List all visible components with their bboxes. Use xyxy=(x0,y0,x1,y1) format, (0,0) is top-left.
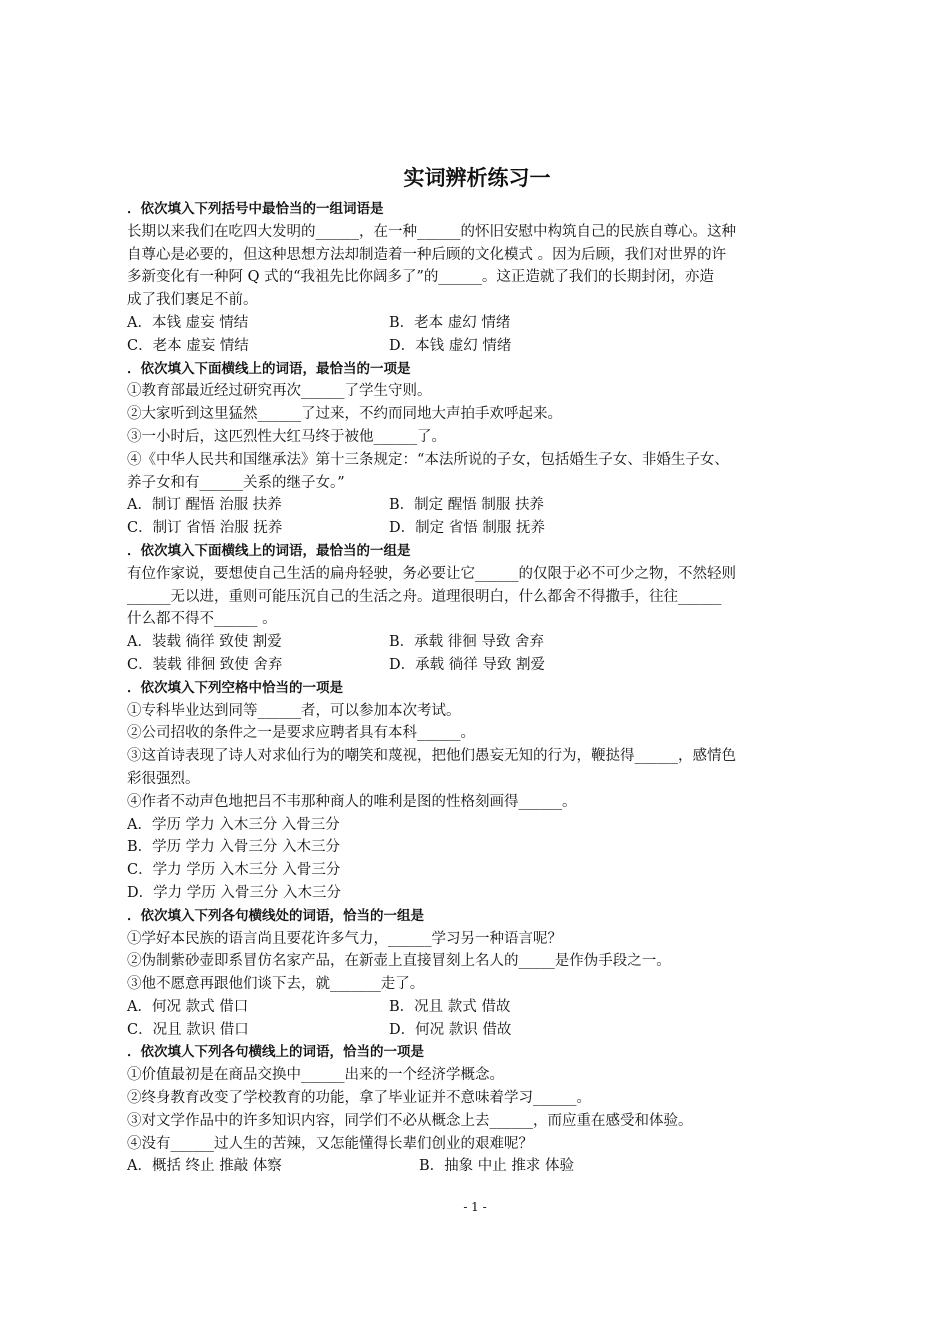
option-c: C．装载 徘徊 致使 舍弃 xyxy=(127,656,283,673)
option-c: C．老本 虚妄 情结 xyxy=(127,337,249,354)
question-2-text-line: ②大家听到这里猛然______了过来，不约而同地大声拍手欢呼起来。 xyxy=(127,406,562,423)
option-c: C．学力 学历 入木三分 入骨三分 xyxy=(127,862,341,879)
question-1-options-row xyxy=(127,312,827,335)
question-5 xyxy=(127,905,827,1042)
question-2-options-row xyxy=(127,517,827,540)
question-2-text-line: ④《中华人民共和国继承法》第十三条规定：“本法所说的子女，包括婚生子女、非婚生子女、 xyxy=(127,451,729,468)
question-1-text-line: 多新变化有一种阿 Q 式的“我祖先比你阔多了”的______。这正造就了我们的长期封闭，亦造 xyxy=(127,269,714,286)
question-1-head: ．依次填入下列括号中最恰当的一组词语是 xyxy=(127,201,384,217)
question-4 xyxy=(127,677,827,905)
option-d: D．承载 徜徉 导致 割爱 xyxy=(389,656,545,673)
question-6-text-line: ③对文学作品中的许多知识内容，同学们不必从概念上去______，而应重在感受和体验。 xyxy=(127,1112,693,1129)
question-3-options-row xyxy=(127,631,827,654)
question-3-text-line: ______无以进，重则可能压沉自己的生活之舟。道理很明白，什么都舍不得撒手，往往______ xyxy=(127,588,722,605)
question-1-text-line: 自尊心是必要的，但这种思想方法却制造着一种后顾的文化模式 。因为后顾，我们对世界的许 xyxy=(127,246,727,263)
option-b: B．抽象 中止 推求 体验 xyxy=(419,1158,574,1175)
page-number: - 1 - xyxy=(463,1200,487,1214)
option-a: A．本钱 虚妄 情结 xyxy=(127,314,249,331)
question-6 xyxy=(127,1041,827,1178)
question-6-text-line: ④没有______过人生的苦辣，又怎能懂得长辈们创业的艰难呢？ xyxy=(127,1135,533,1152)
page-title: 实词辨析练习一 xyxy=(403,166,551,190)
option-a: A．何况 款式 借口 xyxy=(127,998,249,1015)
question-5-options-row xyxy=(127,996,827,1019)
question-2-text-line: 养子女和有______关系的继子女。” xyxy=(127,474,345,491)
question-2-text-line: ③一小时后，这匹烈性大红马终于被他______了。 xyxy=(127,428,446,445)
option-a: A．学历 学力 入木三分 入骨三分 xyxy=(127,816,340,833)
question-3-head: ．依次填入下面横线上的词语，最恰当的一组是 xyxy=(127,542,411,559)
option-a: A．装载 徜徉 致使 割爱 xyxy=(127,634,282,651)
question-6-text-line: ②终身教育改变了学校教育的功能，拿了毕业证并不意味着学习______。 xyxy=(127,1090,591,1107)
option-d: D．学力 学历 入骨三分 入木三分 xyxy=(127,884,341,901)
question-5-head: ．依次填入下列各句横线处的词语，恰当的一组是 xyxy=(127,907,424,924)
question-4-text-line: ④作者不动声色地把吕不韦那种商人的唯利是图的性格刻画得______。 xyxy=(127,793,577,810)
question-4-text-line: ②公司招收的条件之一是要求应聘者具有本科______。 xyxy=(127,725,475,742)
question-4-text-line: ①专科毕业达到同等______者，可以参加本次考试。 xyxy=(127,702,461,719)
option-d: D．何况 款识 借故 xyxy=(389,1021,512,1038)
document-page xyxy=(127,158,827,1178)
question-1-options-row xyxy=(127,335,827,358)
option-d: D．制定 省悟 制服 抚养 xyxy=(389,520,545,537)
question-3-text-line: 有位作家说，要想使自己生活的扁舟轻驶，务必要让它______的仅限于必不可少之物，不然轻则 xyxy=(127,565,736,582)
question-5-text-line: ②伪制紫砂壶即系冒仿名家产品，在新壶上直接冒刻上名人的_____是作伪手段之一。 xyxy=(127,953,671,970)
question-6-options-row xyxy=(127,1155,827,1178)
option-c: C．况且 款识 借口 xyxy=(127,1021,249,1038)
question-2-options-row xyxy=(127,494,827,517)
option-d: D．本钱 虚幻 情绪 xyxy=(389,337,512,354)
question-1-text-line: 成了我们裹足不前。 xyxy=(127,292,258,309)
option-c: C．制订 省悟 治服 抚养 xyxy=(127,520,283,537)
question-1-text-line: 长期以来我们在吃四大发明的______，在一种______的怀旧安慰中构筑自己的民族自尊心。这种 xyxy=(127,223,736,240)
option-a: A．概括 终止 推敲 体察 xyxy=(127,1158,282,1175)
question-5-options-row xyxy=(127,1019,827,1042)
question-5-text-line: ①学好本民族的语言尚且要花许多气力，______学习另一种语言呢？ xyxy=(127,930,562,947)
question-1 xyxy=(127,198,827,358)
option-b: B．老本 虚幻 情绪 xyxy=(389,314,511,331)
question-3-text-line: 什么都不得不______ 。 xyxy=(127,611,277,628)
question-6-head: ．依次填人下列各句横线上的词语，恰当的一项是 xyxy=(127,1044,424,1061)
option-b: B．学历 学力 入骨三分 入木三分 xyxy=(127,839,340,856)
option-b: B．制定 醒悟 制服 扶养 xyxy=(389,497,544,514)
question-4-text-line: 彩很强烈。 xyxy=(127,770,200,787)
question-4-head: ．依次填入下列空格中恰当的一项是 xyxy=(127,679,343,696)
question-4-text-line: ③这首诗表现了诗人对求仙行为的嘲笑和蔑视，把他们愚妄无知的行为，鞭挞得______，感情色 xyxy=(127,748,736,765)
question-3 xyxy=(127,540,827,677)
question-5-text-line: ③他不愿意再跟他们谈下去，就_______走了。 xyxy=(127,976,425,993)
option-b: B．况且 款式 借故 xyxy=(389,998,511,1015)
question-2-head: ．依次填入下面横线上的词语，最恰当的一项是 xyxy=(127,360,411,377)
question-3-options-row xyxy=(127,654,827,677)
question-2-text-line: ①教育部最近经过研究再次______了学生守则。 xyxy=(127,383,432,400)
question-6-text-line: ①价值最初是在商品交换中______出来的一个经济学概念。 xyxy=(127,1067,504,1084)
option-b: B．承载 徘徊 导致 舍弃 xyxy=(389,634,544,651)
option-a: A．制订 醒悟 治服 扶养 xyxy=(127,497,282,514)
question-2 xyxy=(127,358,827,540)
